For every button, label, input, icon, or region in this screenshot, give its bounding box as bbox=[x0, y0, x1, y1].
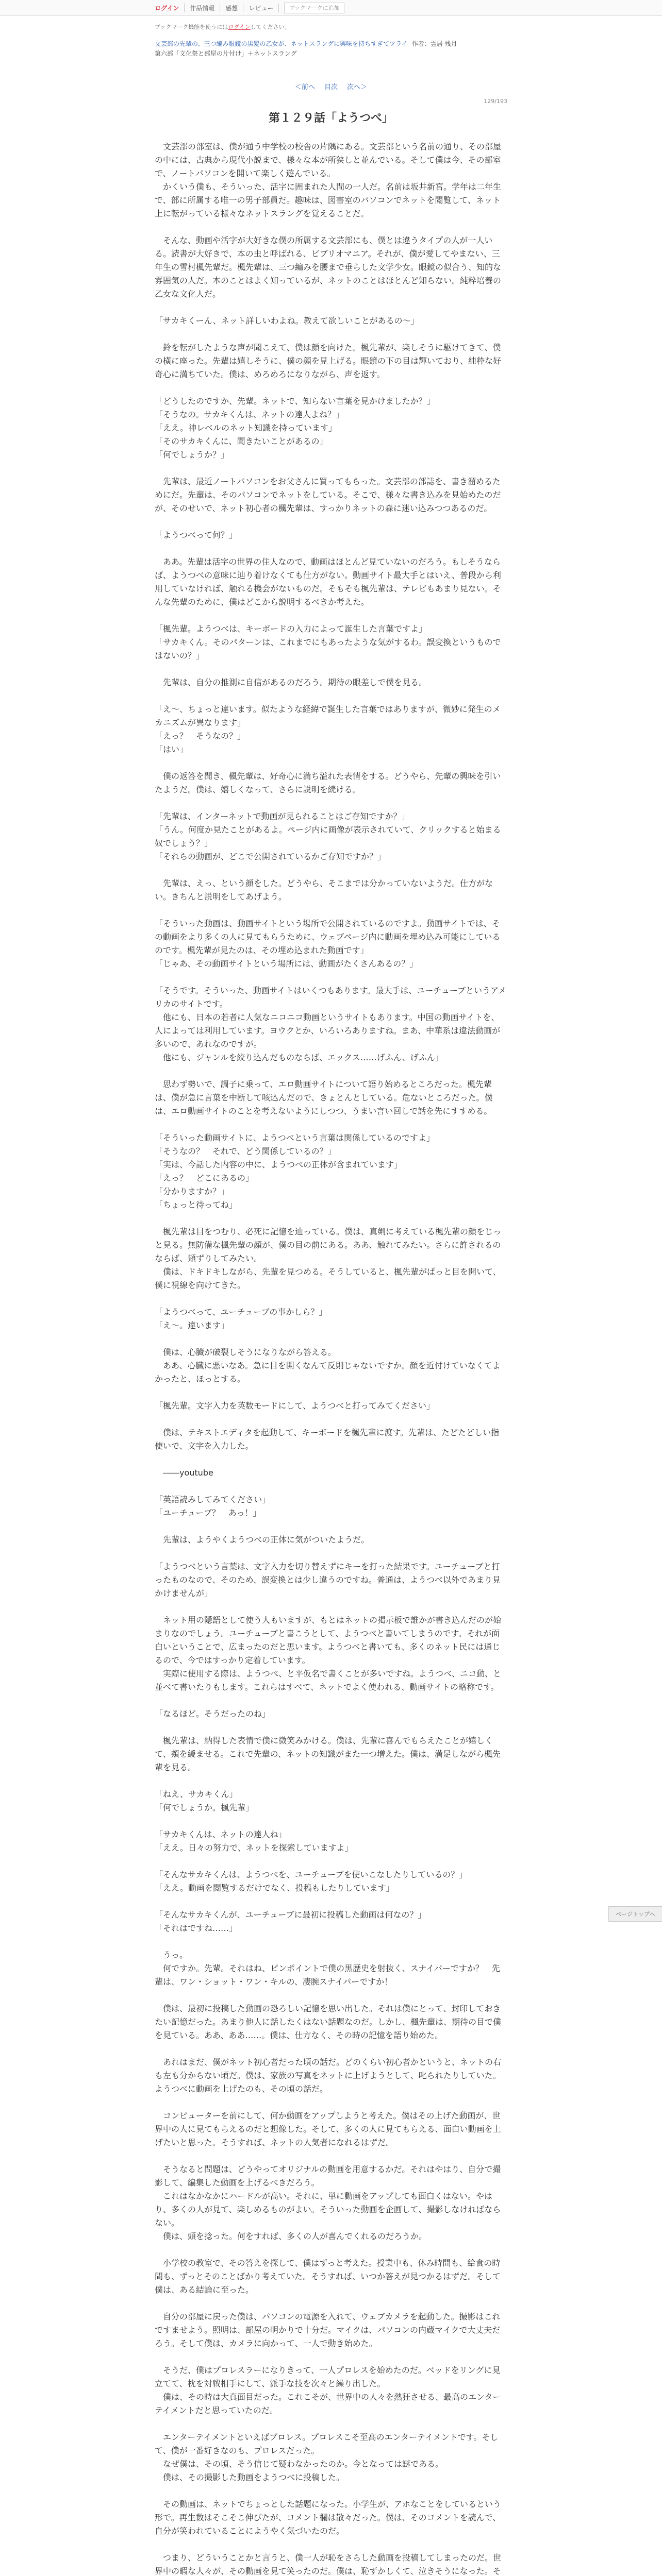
body-paragraph: つまり、どういうことかと言うと、僕一人が恥をさらした動画を投稿してしまったのだ。世界中の暇な人々が、その動画を見て笑ったのだ。僕は、恥ずかしくて、泣きそうになった。そ bbox=[155, 2553, 502, 2576]
body-paragraph: その動画は、ネットでちょっとした話題になった。小学生が、アホなことをしているという形で。再生数はそこそこ伸びたが、コメント欄は散々だった。僕は、そのコメントを読んで、自分が笑われていることにようやく気づいたのだ。 bbox=[155, 2499, 502, 2536]
menu-reviews[interactable]: レビュー bbox=[243, 4, 279, 12]
body-paragraph: 楓先輩は、納得した表情で僕に微笑みかける。僕は、先輩に喜んでもらえたことが嬉しくて、頬を緩ませる。これで先輩の、ネットの知識がまた一つ増えた。僕は、満足しながら楓先輩を見る。 bbox=[155, 1736, 501, 1772]
page-top-button[interactable]: ページトップへ bbox=[608, 1906, 662, 1922]
body-paragraph: 僕は、最初に投稿した動画の恐ろしい記憶を思い出した。それは僕にとって、封印しておきたい記憶だった。あまり他人に話したくはない話題なのだ。しかし、楓先輩は、期待の目で僕を見ている。ああ、ああ……。僕は、仕方なく、その時の記憶を語り始めた。 bbox=[155, 2004, 502, 2040]
body-paragraph: 「楓先輩。文字入力を英数モードにして、ようつべと打ってみてください」 bbox=[155, 1401, 435, 1411]
body-paragraph: 僕は、テキストエディタを起動して、キーボードを楓先輩に渡す。先輩は、たどたどしい指使いで、文字を入力した。 bbox=[155, 1428, 500, 1451]
body-paragraph: 小学校の教室で、その答えを探して、僕はずっと考えた。授業中も、休み時間も、給食の時間も、ずっとそのことばかり考えていた。そうすれば、いつか答えが見つかるはずだ。そして僕は、ある結論に至った。 bbox=[155, 2258, 501, 2295]
login-link[interactable]: ログイン bbox=[153, 4, 185, 12]
body-paragraph: 自分の部屋に戻った僕は、パソコンの電源を入れて、ウェブカメラを起動した。撮影はこれですませよう。照明は、部屋の明かりで十分だ。マイクは、パソコンの内蔵マイクで大丈夫だろう。そして僕は、カメラに向かって、一人で動き始めた。 bbox=[155, 2312, 501, 2348]
body-paragraph: 文芸部の部室は、僕が通う中学校の校舎の片隅にある。文芸部という名前の通り、その部屋の中には、古典から現代小説まで、様々な本が所狭しと並んでいる。そして僕は今、その部室で、ノートパソコンを開いて楽しく遊んでいる。 かくいう僕も、そういった、活字に囲まれた人間の一人だ。名前は坂井新宮。学年は二年生で、部に所属する唯一の男子部員だ。趣味は、図書室のパソコンでネットを閲覧して、ネット上に転がっている様々なネットスラングを覚えることだ。 bbox=[155, 142, 502, 218]
body-paragraph: そうなると問題は、どうやってオリジナルの動画を用意するかだ。それはやはり、自分で撮影して、編集した動画を上げるべきだろう。 これはなかなかにハードルが高い。それに、単に動画をアップしても面白くはない。やはり、多くの人が見て、楽しめるものがよい。そういった動画を企画して、撮影しなければならない。 僕は、頭を捻った。何をすれば、多くの人が喜んでくれるのだろうか。 bbox=[155, 2164, 501, 2241]
episode-counter: 129/193 bbox=[484, 98, 507, 105]
body-paragraph: ネット用の隠語として使う人もいますが、もとはネットの掲示板で誰かが書き込んだのが始まりなのでしょう。ユーチューブと書こうとして、ようつべと書いてしまうのです。それが面白いということで、広まったのだと思います。ようつべと書いても、多くのネット民には通じるので、今ではすっかり定着しています。 実際に使用する際は、ようつべ、と平仮名で書くことが多いですね。ようつべ、ニコ動、と並べて書いたりもします。これらはすべて、ネットでよく使われる、動画サイトの略称です。 bbox=[155, 1615, 502, 1692]
episode-title: 第１２９話「ようつべ」 bbox=[268, 112, 393, 125]
body-paragraph: 「どうしたのですか、先輩。ネットで、知らない言葉を見かけましたか？」 「そうなの。サカキくんは、ネットの達人よね？」 「ええ。神レベルのネット知識を持っています」 「そのサカキくんに、聞きたいことがあるの」 「何でしょうか？」 bbox=[155, 396, 435, 460]
novel-title-link[interactable]: 文芸部の先輩の、三つ編み眼鏡の黒髪の乙女が、ネットスラングに興味を持ちすぎてツライ bbox=[155, 40, 408, 47]
body-paragraph: 「英語読みしてみてください」 「ユーチューブ？ あっ！」 bbox=[155, 1495, 271, 1518]
chapter-group-title: 第六部「文化祭と部屋の片付け」＋ネットスラング bbox=[155, 50, 297, 57]
episode-navigation bbox=[155, 81, 507, 91]
body-paragraph: エンターテイメントといえばプロレス。プロレスこそ至高のエンターテイメントです。そして、僕が一番好きなのも、プロレスだった。 なぜ僕は、その頃、そう信じて疑わなかったのか。今となっては謎である。 僕は、その撮影した動画をようつべに投稿した。 bbox=[155, 2432, 499, 2482]
body-paragraph: 楓先輩は目をつむり、必死に記憶を辿っている。僕は、真剣に考えている楓先輩の顔をじっと見る。無防備な楓先輩の顔が、僕の目の前にある。ああ、触れてみたい。さらに許されるのならば、頬ずりしてみたい。 僕は、ドキドキしながら、先輩を見つめる。そうしていると、楓先輩がぱっと目を開いて、僕に視線を向けてきた。 bbox=[155, 1227, 502, 1290]
body-paragraph: 思わず勢いで、調子に乗って、エロ動画サイトについて語り始めるところだった。楓先輩は、僕が急に言葉を中断して咳込んだので、きょとんとしている。危ないところだった。僕は、エロ動画サイトのことを考えないようにしつつ、うまい言い回しで話を先にすすめる。 bbox=[155, 1079, 493, 1116]
body-paragraph: 鈴を転がしたような声が聞こえて、僕は顔を向けた。楓先輩が、楽しそうに駆けてきて、僕の横に座った。先輩は嬉しそうに、僕の顔を見上げる。眼鏡の下の目は輝いており、純粋な好奇心に満ちていた。僕は、めろめろになりながら、声を返す。 bbox=[155, 343, 502, 379]
body-paragraph: 「ねえ、サカキくん」 「何でしょうか。楓先輩」 bbox=[155, 1789, 254, 1812]
body-paragraph: 「サカキくんは、ネットの達人ね」 「ええ。日々の努力で、ネットを探索していますよ」 bbox=[155, 1829, 353, 1853]
prev-episode-link[interactable]: ＜前へ bbox=[294, 83, 315, 91]
body-paragraph: 「ようつべって何？」 bbox=[155, 530, 238, 540]
add-bookmark-button[interactable]: ブックマークに追加 bbox=[284, 3, 344, 13]
top-navigation-items bbox=[153, 0, 344, 15]
body-paragraph: コンピューターを前にして、何か動画をアップしようと考えた。僕はその上げた動画が、世界中の人に見てもらえるのだと想像した。そして、多くの人に見てもらえる、面白い動画を上げたいと思った。そうすれば、ネットの人気者になれるはずだ。 bbox=[155, 2111, 501, 2147]
body-paragraph: ――youtube bbox=[155, 1468, 213, 1478]
body-paragraph: 「楓先輩。ようつべは、キーボードの入力によって誕生した言葉ですよ」 「サカキくん。そのパターンは、これまでにもあったような気がするわ。誤変換というものではないの？」 bbox=[155, 624, 501, 660]
table-of-contents-link[interactable]: 目次 bbox=[324, 83, 338, 91]
body-paragraph: 先輩は、ようやくようつべの正体に気がついたようだ。 bbox=[155, 1535, 370, 1545]
body-paragraph: 「そんなサカキくんが、ユーチューブに最初に投稿した動画は何なの？」 「それはですね……」 bbox=[155, 1910, 426, 1933]
body-paragraph: 先輩は、最近ノートパソコンをお父さんに買ってもらった。文芸部の部誌を、書き溜めるためにだ。先輩は、そのパソコンでネットをしている。そこで、様々な書き込みを見始めたのだが、そのせいで、ネット初心者の楓先輩は、すっかりネットの森に迷い込みつつあるのだ。 bbox=[155, 477, 501, 513]
notice-prefix: ブックマーク機能を使うには bbox=[155, 24, 228, 30]
author-name: 作者：雲居 残月 bbox=[411, 40, 457, 47]
body-paragraph: 先輩は、自分の推測に自信があるのだろう。期待の眼差しで僕を見る。 bbox=[155, 677, 427, 687]
body-paragraph: 先輩は、えっ、という顔をした。どうやら、そこまでは分かっていないようだ。仕方がない。きちんと説明をしてあげよう。 bbox=[155, 878, 493, 902]
body-paragraph: 「そういった動画サイトに、ようつべという言葉は関係しているのですよ」 「そうなの？ それで、どう関係しているの？」 「実は、今話した内容の中に、ようつべの正体が含まれています」 「えっ？ どこにあるの」 「分かりますか？」 「ちょっと待ってね」 bbox=[155, 1133, 435, 1210]
body-paragraph: 「そういった動画は、動画サイトという場所で公開されているのですよ。動画サイトでは、その動画をより多くの人に見てもらうために、ウェブページ内に動画を埋め込み可能にしているのです。楓先輩が見たのは、その埋め込まれた動画です」 「じゃあ、その動画サイトという場所には、動画がたくさんあるの？」 bbox=[155, 919, 501, 969]
body-paragraph: 「ようつべという言葉は、文字入力を切り替えずにキーを打った結果です。ユーチューブと打ったものなので、そのため、誤変換とは少し違うのですね。普通は、ようつべ以外であまり見かけませんが」 bbox=[155, 1562, 501, 1598]
body-paragraph: そんな、動画や活字が大好きな僕の所属する文芸部にも、僕とは違うタイプの人が一人いる。読書が大好きで、本の虫と呼ばれる、ビブリオマニア。それが、僕が愛してやまない、三年生の雪村楓先輩だ。楓先輩は、三つ編みを腰まで垂らした文学少女。眼鏡の似合う、知的な雰囲気の人だ。本のことはよく知っているが、ネットのことはほとんど知らない。純粋培養の乙女な文化人だ。 bbox=[155, 235, 502, 299]
body-paragraph: 僕の返答を聞き、楓先輩は、好奇心に満ち溢れた表情をする。どうやら、先輩の興味を引いたようだ。僕は、嬉しくなって、さらに説明を続ける。 bbox=[155, 771, 501, 794]
notice-suffix: してください。 bbox=[250, 24, 290, 30]
body-paragraph: 「なるほど。そうだったのね」 bbox=[155, 1709, 271, 1719]
body-paragraph: そうだ、僕はプロレスラーになりきって、一人プロレスを始めたのだ。ベッドをリングに見立てて、枕を対戦相手にして、派手な技を次々と繰り出した。 僕は、その時は大真面目だった。これこそが、世界中の人々を熱狂させる、最高のエンターテイメントだと思っていたのだ。 bbox=[155, 2365, 501, 2415]
body-paragraph: 「え～、ちょっと違います。似たような経緯で誕生した言葉ではありますが、微妙に発生のメカニズムが異なります」 「えっ？ そうなの？」 「はい」 bbox=[155, 704, 501, 754]
menu-work-info[interactable]: 作品情報 bbox=[185, 4, 220, 12]
menu-impressions[interactable]: 感想 bbox=[220, 4, 243, 12]
body-paragraph: 「ようつべって、ユーチューブの事かしら？」 「え～。違います」 bbox=[155, 1307, 327, 1330]
body-paragraph: ああ。先輩は活字の世界の住人なので、動画はほとんど見ていないのだろう。もしそうならば、ようつべの意味に辿り着けなくても仕方がない。動画サイト最大手とはいえ、普段から利用していなければ、触れる機会がないものだ。そもそも楓先輩は、テレビもあまり見ない。そんな先輩のために、僕はどこから説明するべきか考えた。 bbox=[155, 557, 501, 607]
body-paragraph: 僕は、心臓が破裂しそうになりながら答える。 ああ、心臓に悪いなあ。急に目を開くなんて反則じゃないですか。顔を近付けていなくてよかったと、ほっとする。 bbox=[155, 1347, 501, 1384]
body-paragraph: 「そんなサカキくんは、ようつべを、ユーチューブを使いこなしたりしているの？」 「ええ。動画を閲覧するだけでなく、投稿もしたりしています」 bbox=[155, 1870, 468, 1893]
body-paragraph: あれはまだ、僕がネット初心者だった頃の話だ。どのくらい初心者かというと、ネットの右も左も分からない頃だ。僕は、家族の写真をネットに上げようとして、叱られたりしていた。ようつべに動画を上げたのも、その頃の話だ。 bbox=[155, 2057, 502, 2094]
novel-title-line bbox=[155, 39, 507, 49]
body-paragraph: 「先輩は、インターネットで動画が見られることはご存知ですか？」 「うん。何度か見たことがあるよ。ページ内に画像が表示されていて、クリックすると始まる奴でしょう？」 「それらの動画が、どこで公開されているかご存知ですか？」 bbox=[155, 811, 501, 861]
novel-body-text bbox=[155, 140, 507, 2576]
top-navigation-bar bbox=[0, 0, 662, 16]
body-paragraph: 「サカキくーん、ネット詳しいわよね。教えて欲しいことがあるの～」 bbox=[155, 316, 419, 326]
bookmark-login-notice bbox=[155, 23, 290, 31]
notice-login-link[interactable]: ログイン bbox=[228, 24, 251, 30]
body-paragraph: うっ。 何ですか。先輩。それはね、ピンポイントで僕の黒歴史を射抜く、スナイパーですか？ 先輩は、ワン・ショット・ワン・キルの、凄腕スナイパーですか！ bbox=[155, 1950, 500, 1987]
novel-info bbox=[155, 39, 507, 59]
next-episode-link[interactable]: 次へ＞ bbox=[347, 83, 368, 91]
body-paragraph: 「そうです。そういった、動画サイトはいくつもあります。最大手は、ユーチューブというアメリカのサイトです。 他にも、日本の若者に人気なニコニコ動画というサイトもあります。中国の動画サイトを、人によっては利用しています。ヨウクとか、いろいろありますね。まあ、中華系は違法動画が多いので、あれなのですが。 他にも、ジャンルを絞り込んだものならば、エックス……げふん、げふん」 bbox=[155, 986, 507, 1062]
